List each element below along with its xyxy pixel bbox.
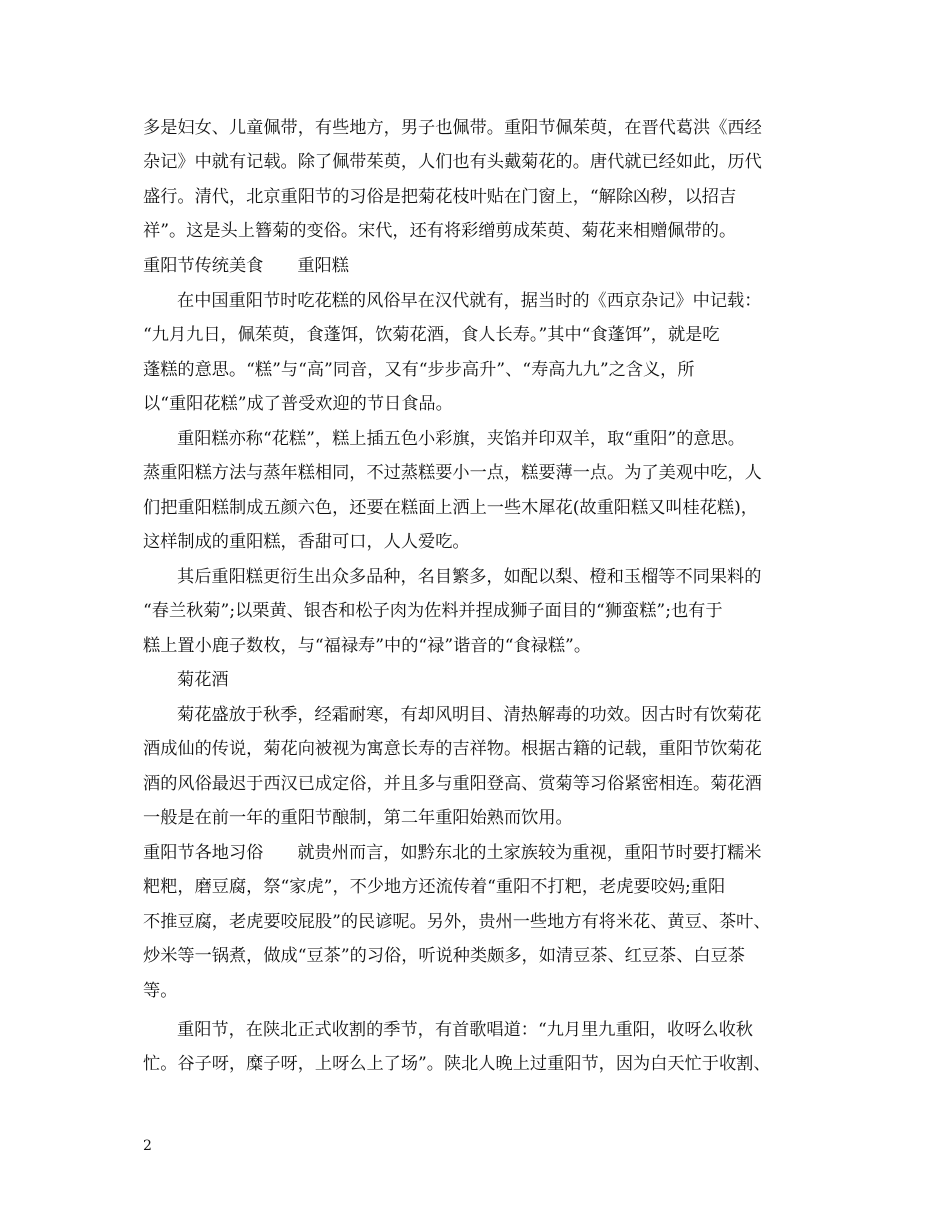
text-line: 炒米等一锅煮，做成“豆茶”的习俗，听说种类颇多，如清豆茶、红豆茶、白豆茶 xyxy=(143,946,745,966)
text-line: 杂记》中就有记载。除了佩带茱萸，人们也有头戴菊花的。唐代就已经如此，历代 xyxy=(143,152,762,172)
text-line: 酒的风俗最迟于西汉已成定俗，并且多与重阳登高、赏菊等习俗紧密相连。菊花酒 xyxy=(143,774,762,794)
text-line: 忙。谷子呀，糜子呀，上呀么上了场”。陕北人晚上过重阳节，因为白天忙于收割、 xyxy=(143,1054,771,1074)
text-line: 盛行。清代，北京重阳节的习俗是把菊花枝叶贴在门窗上，“解除凶秽，以招吉 xyxy=(143,187,737,207)
text-line: 一般是在前一年的重阳节酿制，第二年重阳始熟而饮用。 xyxy=(143,808,573,828)
text-line: 们把重阳糕制成五颜六色，还要在糕面上洒上一些木犀花(故重阳糕又叫桂花糕)， xyxy=(143,498,758,518)
text-line: 粑粑，磨豆腐，祭“家虎”，不少地方还流传着“重阳不打粑，老虎要咬妈;重阳 xyxy=(143,877,726,897)
text-line: 不推豆腐，老虎要咬屁股”的民谚呢。另外，贵州一些地方有将米花、黄豆、茶叶、 xyxy=(143,912,771,932)
paragraph-jiu: 菊花盛放于秋季，经霜耐寒，有却风明目、清热解毒的功效。因古时有饮菊花 xyxy=(177,705,762,725)
text-line: 等。 xyxy=(143,981,178,1001)
text-line: 这样制成的重阳糕，香甜可口，人人爱吃。 xyxy=(143,532,470,552)
text-line: 糕上置小鹿子数枚，与“福禄寿”中的“禄”谐音的“食禄糕”。 xyxy=(143,636,592,656)
paragraph-gao-1: 在中国重阳节时吃花糕的风俗早在汉代就有，据当时的《西京杂记》中记载： xyxy=(177,291,762,311)
paragraph-gao-3: 其后重阳糕更衍生出众多品种，名目繁多，如配以梨、橙和玉榴等不同果料的 xyxy=(177,567,762,587)
section-heading-food xyxy=(143,254,349,278)
section-heading-customs xyxy=(143,841,761,865)
text-line: 蓬糕的意思。“糕”与“高”同音，又有“步步高升”、“寿高九九”之含义，所 xyxy=(143,360,695,380)
heading-text: 重阳节各地习俗 xyxy=(143,843,264,863)
text-line: 以“重阳花糕”成了普受欢迎的节日食品。 xyxy=(143,394,453,414)
page-number: 2 xyxy=(143,1138,152,1154)
paragraph-shaanbei: 重阳节，在陕北正式收割的季节，有首歌唱道：“九月里九重阳，收呀么收秋 xyxy=(177,1020,753,1040)
paragraph-gao-2: 重阳糕亦称“花糕”，糕上插五色小彩旗，夹馅并印双羊，取“重阳”的意思。 xyxy=(177,429,745,449)
text-line: “九月九日，佩茱萸，食蓬饵，饮菊花酒，食人长寿。”其中“食蓬饵”，就是吃 xyxy=(143,325,720,345)
subheading-chongyang-gao: 重阳糕 xyxy=(297,256,349,276)
text-line: 多是妇女、儿童佩带，有些地方，男子也佩带。重阳节佩茱萸，在晋代葛洪《西经 xyxy=(143,118,762,138)
text-line: 祥”。这是头上簪菊的变俗。宋代，还有将彩缯剪成茱萸、菊花来相赠佩带的。 xyxy=(143,221,737,241)
heading-text: 重阳节传统美食 xyxy=(143,256,264,276)
text-line: 酒成仙的传说，菊花向被视为寓意长寿的吉祥物。根据古籍的记载，重阳节饮菊花 xyxy=(143,739,762,759)
text-line: 蒸重阳糕方法与蒸年糕相同，不过蒸糕要小一点，糕要薄一点。为了美观中吃，人 xyxy=(143,463,762,483)
text-line: “春兰秋菊”;以栗黄、银杏和松子肉为佐料并捏成狮子面目的“狮蛮糕”;也有于 xyxy=(143,601,723,621)
text-line: 就贵州而言，如黔东北的土家族较为重视，重阳节时要打糯米 xyxy=(297,843,762,863)
section-heading-juhuajiu: 菊花酒 xyxy=(177,670,229,690)
